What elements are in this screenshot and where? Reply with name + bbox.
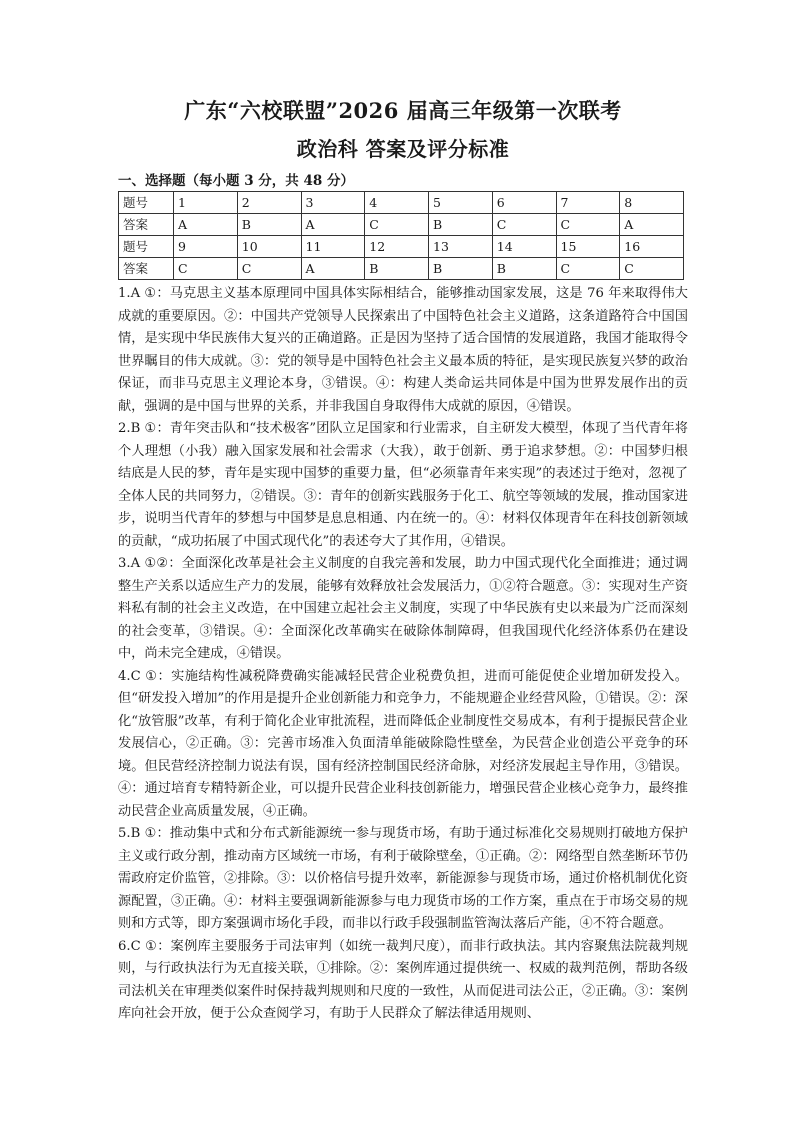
- table-cell: B: [237, 214, 301, 236]
- document-title: 广东“六校联盟”2026 届高三年级第一次联考: [184, 98, 622, 123]
- explanation-item-2: 2.B ①：青年突击队和“技术极客”团队立足国家和行业需求，自主研发大模型，体现了当代青年将个人理想（小我）融入国家发展和社会需求（大我），敢于创新、勇于追求梦想。②：中国梦归根结底是人民的梦，青年是实现中国梦的重要力量，但“必须靠青年来实现”的表述过于绝对，忽视了全体人民的共同努力，②错误。③：青年的创新实践服务于化工、航空等领域的发展，推动国家进步，说明当代青年的梦想与中国梦是息息相通、内在统一的。④：材料仅体现青年在科技创新领域的贡献，“成功拓展了中国式现代化”的表述夸大了其作用，④错误。: [118, 421, 688, 549]
- explanation-item-6: 6.C ①：案例库主要服务于司法审判（如统一裁判尺度），而非行政执法。其内容聚焦法院裁判规则，与行政执法行为无直接关联，①排除。②：案例库通过提供统一、权威的裁判范例，帮助各级司法机关在审理类似案件时保持裁判规则和尺度的一致性，从而促进司法公正，②正确。③：案例库向社会开放，便于公众查阅学习，有助于人民群众了解法律适用规则、: [118, 938, 688, 1021]
- table-cell: 10: [237, 236, 301, 258]
- table-cell: 11: [301, 236, 365, 258]
- table-cell: 7: [556, 192, 620, 214]
- table-cell: 16: [620, 236, 684, 258]
- explanation-item-3: 3.A ①②：全面深化改革是社会主义制度的自我完善和发展，助力中国式现代化全面推进；通过调整生产关系以适应生产力的发展，能够有效释放社会发展活力，①②符合题意。③：实现对生产资料私有制的社会主义改造，在中国建立起社会主义制度，实现了中华民族有史以来最为广泛而深刻的社会变革，③错误。④：全面深化改革确实在破除体制障碍，但我国现代化经济体系仍在建设中，尚未完全建成，④错误。: [118, 556, 688, 661]
- table-cell: B: [492, 258, 556, 280]
- answer-table: [118, 191, 684, 280]
- table-cell: C: [620, 258, 684, 280]
- table-cell: A: [174, 214, 238, 236]
- table-row: [119, 192, 684, 214]
- document-subtitle: 政治科 答案及评分标准: [296, 137, 510, 161]
- table-cell: B: [429, 214, 493, 236]
- table-cell: 题号: [119, 192, 174, 214]
- table-cell: 9: [174, 236, 238, 258]
- explanation-list: [118, 283, 688, 1026]
- explanation-item-4: 4.C ①：实施结构性减税降费确实能减轻民营企业税费负担，进而可能促使企业增加研发投入。但“研发投入增加”的作用是提升企业创新能力和竞争力，不能规避企业经营风险，①错误。②：深化“放管服”改革，有利于简化企业审批流程，进而降低企业制度性交易成本，有利于提振民营企业发展信心，②正确。③：完善市场准入负面清单能破除隐性壁垒，为民营企业创造公平竞争的环境。但民营经济控制力说法有误，国有经济控制国民经济命脉，对经济发展起主导作用，③错误。④：通过培育专精特新企业，可以提升民营企业科技创新能力，增强民营企业核心竞争力，最终推动民营企业高质量发展，④正确。: [118, 668, 688, 819]
- table-cell: 2: [237, 192, 301, 214]
- table-row: [119, 258, 684, 280]
- table-cell: 13: [429, 236, 493, 258]
- explanation-item-1: 1.A ①：马克思主义基本原理同中国具体实际相结合，能够推动国家发展，这是 76 年来取得伟大成就的重要原因。②：中国共产党领导人民探索出了中国特色社会主义道路，这条道路符合中国国情，是实现中华民族伟大复兴的正确道路。正是因为坚持了适合国情的发展道路，我国才能取得令世界瞩目的伟大成就。③：党的领导是中国特色社会主义最本质的特征，是实现民族复兴梦的政治保证，而非马克思主义理论本身，③错误。④：构建人类命运共同体是中国为世界发展作出的贡献，强调的是中国与世界的关系，并非我国自身取得伟大成就的原因，④错误。: [118, 286, 688, 414]
- table-cell: C: [237, 258, 301, 280]
- table-cell: 4: [365, 192, 429, 214]
- table-cell: 答案: [119, 258, 174, 280]
- table-cell: C: [365, 214, 429, 236]
- table-cell: A: [301, 214, 365, 236]
- table-cell: C: [174, 258, 238, 280]
- explanation-item-5: 5.B ①：推动集中式和分布式新能源统一参与现货市场，有助于通过标准化交易规则打破地方保护主义或行政分割，推动南方区域统一市场，有利于破除壁垒，①正确。②：网络型自然垄断环节仍需政府定价监管，②排除。③：以价格信号提升效率，新能源参与现货市场，通过价格机制优化资源配置，③正确。④：材料主要强调新能源参与电力现货市场的工作方案，重点在于市场交易的规则和方式等，即方案强调市场化手段，而非以行政手段强制监管淘汰落后产能，④不符合题意。: [118, 826, 688, 931]
- table-cell: C: [556, 214, 620, 236]
- table-cell: 6: [492, 192, 556, 214]
- table-cell: 答案: [119, 214, 174, 236]
- section-heading-choice: 一、选择题（每小题 3 分，共 48 分）: [118, 173, 354, 189]
- table-cell: 8: [620, 192, 684, 214]
- table-cell: A: [620, 214, 684, 236]
- table-cell: B: [429, 258, 493, 280]
- table-row: [119, 214, 684, 236]
- table-cell: C: [492, 214, 556, 236]
- table-cell: 3: [301, 192, 365, 214]
- table-cell: C: [556, 258, 620, 280]
- table-cell: 1: [174, 192, 238, 214]
- table-cell: 题号: [119, 236, 174, 258]
- table-cell: A: [301, 258, 365, 280]
- answer-document: [118, 96, 688, 1026]
- table-cell: 12: [365, 236, 429, 258]
- table-row: [119, 236, 684, 258]
- table-cell: 14: [492, 236, 556, 258]
- table-cell: 15: [556, 236, 620, 258]
- table-cell: 5: [429, 192, 493, 214]
- table-cell: B: [365, 258, 429, 280]
